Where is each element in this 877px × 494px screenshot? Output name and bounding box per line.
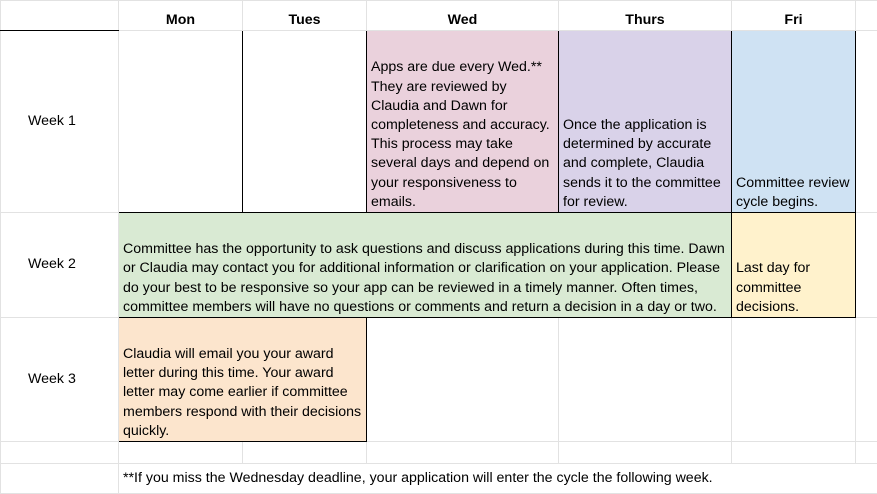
week3-wed-cell[interactable]	[367, 318, 559, 442]
week1-wed-cell[interactable]: Apps are due every Wed.** They are reviewed by Claudia and Dawn for completeness and accuracy. This process may take several days and depend on your responsiveness to emails.	[367, 31, 559, 213]
empty-cell[interactable]	[856, 442, 877, 464]
header-wed[interactable]: Wed	[367, 1, 559, 31]
week3-fri-cell[interactable]	[732, 318, 856, 442]
week2-row	[1, 213, 877, 318]
header-thurs[interactable]: Thurs	[559, 1, 732, 31]
week2-mon-thurs-cell[interactable]: Committee has the opportunity to ask questions and discuss applications during this time. Dawn or Claudia may contact you for additional information or clarification on your application. Please do your best to be responsive so your app can be reviewed in a timely manner. Often times, committee members will have no questions or comments and return a decision in a day or two.	[119, 213, 732, 318]
week3-row	[1, 318, 877, 442]
week1-row	[1, 31, 877, 213]
week2-label[interactable]: Week 2	[1, 213, 119, 318]
week1-thurs-cell[interactable]: Once the application is determined by accurate and complete, Claudia sends it to the committee for review.	[559, 31, 732, 213]
week3-mon-tues-cell[interactable]: Claudia will email you your award letter during this time. Your award letter may come earlier if committee members respond with their decisions quickly.	[119, 318, 367, 442]
empty-cell[interactable]	[856, 31, 877, 213]
empty-cell[interactable]	[856, 1, 877, 31]
header-tues[interactable]: Tues	[243, 1, 367, 31]
empty-cell[interactable]	[559, 442, 732, 464]
footnote-row	[1, 464, 877, 494]
corner-cell[interactable]	[1, 1, 119, 31]
blank-row	[1, 442, 877, 464]
empty-cell[interactable]	[119, 442, 243, 464]
header-row	[1, 1, 877, 31]
week1-label[interactable]: Week 1	[1, 31, 119, 213]
empty-cell[interactable]	[367, 442, 559, 464]
header-mon[interactable]: Mon	[119, 1, 243, 31]
week1-fri-cell[interactable]: Committee review cycle begins.	[732, 31, 856, 213]
footnote-cell[interactable]: **If you miss the Wednesday deadline, your application will enter the cycle the following week.	[119, 464, 877, 494]
empty-cell[interactable]	[732, 442, 856, 464]
week2-fri-cell[interactable]: Last day for committee decisions.	[732, 213, 856, 318]
header-fri[interactable]: Fri	[732, 1, 856, 31]
empty-cell[interactable]	[1, 442, 119, 464]
week3-thurs-cell[interactable]	[559, 318, 732, 442]
week1-tues-cell[interactable]	[243, 31, 367, 213]
week3-label[interactable]: Week 3	[1, 318, 119, 442]
empty-cell[interactable]	[856, 213, 877, 318]
empty-cell[interactable]	[856, 318, 877, 442]
week1-mon-cell[interactable]	[119, 31, 243, 213]
empty-cell[interactable]	[243, 442, 367, 464]
empty-cell[interactable]	[1, 464, 119, 494]
